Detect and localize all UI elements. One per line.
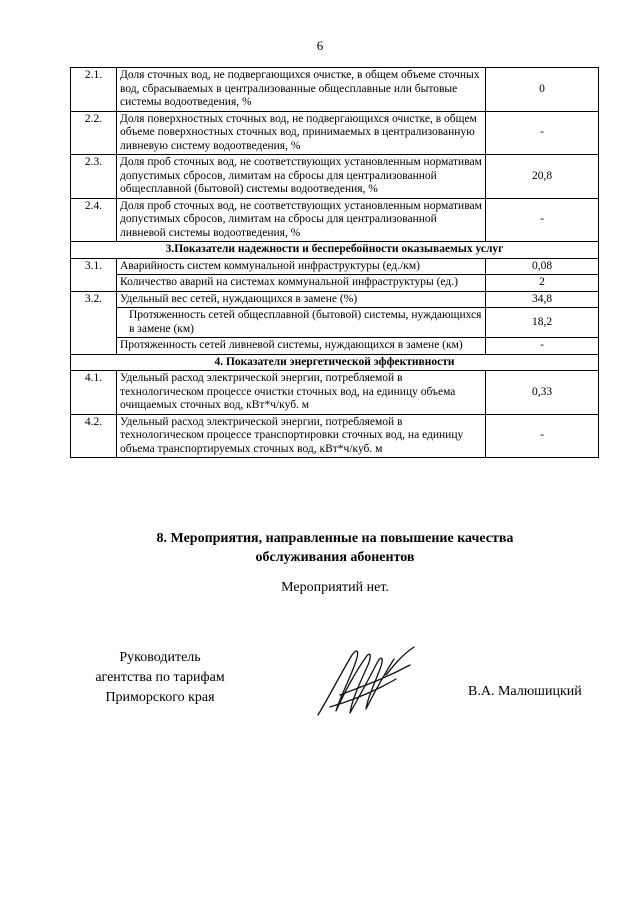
section-8-heading <box>0 529 640 567</box>
section-header-row <box>71 242 599 259</box>
row-number: 3.1. <box>71 258 117 291</box>
section-8-heading-line1: 8. Мероприятия, направленные на повышение качества <box>156 531 514 546</box>
row-number: 2.4. <box>71 198 117 242</box>
page-number: 6 <box>316 38 324 53</box>
row-value: 0,33 <box>486 371 599 415</box>
row-description: Доля сточных вод, не подвергающихся очистке, в общем объеме сточных вод, сбрасываемых в централизованные общесплавные или бытовые системы водоотведения, % <box>117 68 486 112</box>
row-description: Протяженность сетей ливневой системы, нуждающихся в замене (км) <box>117 338 486 355</box>
row-value: - <box>486 198 599 242</box>
row-description: Удельный расход электрической энергии, потребляемой в технологическом процессе транспортировки сточных вод, на единицу объема транспортируемых сточных вод, кВт*ч/куб. м <box>117 414 486 458</box>
table-row <box>71 68 599 112</box>
signer-title <box>70 648 250 708</box>
row-number: 4.1. <box>71 371 117 415</box>
row-number: 4.2. <box>71 414 117 458</box>
row-description: Удельный расход электрической энергии, потребляемой в технологическом процессе очистки сточных вод, на единицу объема очищаемых сточных вод, кВт*ч/куб. м <box>117 371 486 415</box>
table-row <box>71 338 599 355</box>
indicators-table <box>70 67 599 458</box>
table-row <box>71 308 599 338</box>
row-description: Доля поверхностных сточных вод, не подвергающихся очистке, в общем объеме поверхностных сточных вод, принимаемых в централизованную ливневую систему водоотведения, % <box>117 111 486 155</box>
table-row <box>71 275 599 292</box>
section-8-heading-line2: обслуживания абонентов <box>255 550 415 565</box>
table-row <box>71 198 599 242</box>
signer-title-line3: Приморского края <box>105 690 215 705</box>
row-value: - <box>486 111 599 155</box>
row-number: 2.2. <box>71 111 117 155</box>
table-row <box>71 371 599 415</box>
row-value: 0,08 <box>486 258 599 275</box>
row-value: 18,2 <box>486 308 599 338</box>
section-3-title: 3.Показатели надежности и бесперебойности оказываемых услуг <box>71 242 599 259</box>
signer-title-line2: агентства по тарифам <box>95 670 225 685</box>
row-value: 0 <box>486 68 599 112</box>
row-description: Доля проб сточных вод, не соответствующих установленным нормативам допустимых сбросов, лимитам на сбросы для централизованной общесплавной (бытовой) системы водоотведения, % <box>117 155 486 199</box>
handwritten-signature-icon <box>310 635 420 725</box>
table-row <box>71 414 599 458</box>
row-value: - <box>486 338 599 355</box>
table-row <box>71 258 599 275</box>
row-number: 3.2. <box>71 291 117 354</box>
section-4-title: 4. Показатели энергетической эффективности <box>71 354 599 371</box>
row-description: Аварийность систем коммунальной инфраструктуры (ед./км) <box>117 258 486 275</box>
row-description: Протяженность сетей общесплавной (бытовой) системы, нуждающихся в замене (км) <box>117 308 486 338</box>
row-value: 20,8 <box>486 155 599 199</box>
row-value: 2 <box>486 275 599 292</box>
row-description: Количество аварий на системах коммунальной инфраструктуры (ед.) <box>117 275 486 292</box>
row-description: Удельный вес сетей, нуждающихся в замене (%) <box>117 291 486 308</box>
table-row <box>71 111 599 155</box>
table-row <box>71 291 599 308</box>
table-row <box>71 155 599 199</box>
no-measures-text: Мероприятий нет. <box>281 580 389 595</box>
row-number: 2.3. <box>71 155 117 199</box>
row-number: 2.1. <box>71 68 117 112</box>
row-value: - <box>486 414 599 458</box>
row-description: Доля проб сточных вод, не соответствующих установленным нормативам допустимых сбросов, лимитам на сбросы для централизованной ливневой системы водоотведения, % <box>117 198 486 242</box>
signer-name: В.А. Малюшицкий <box>468 684 582 699</box>
section-header-row <box>71 354 599 371</box>
signer-title-line1: Руководитель <box>119 650 201 665</box>
row-value: 34,8 <box>486 291 599 308</box>
